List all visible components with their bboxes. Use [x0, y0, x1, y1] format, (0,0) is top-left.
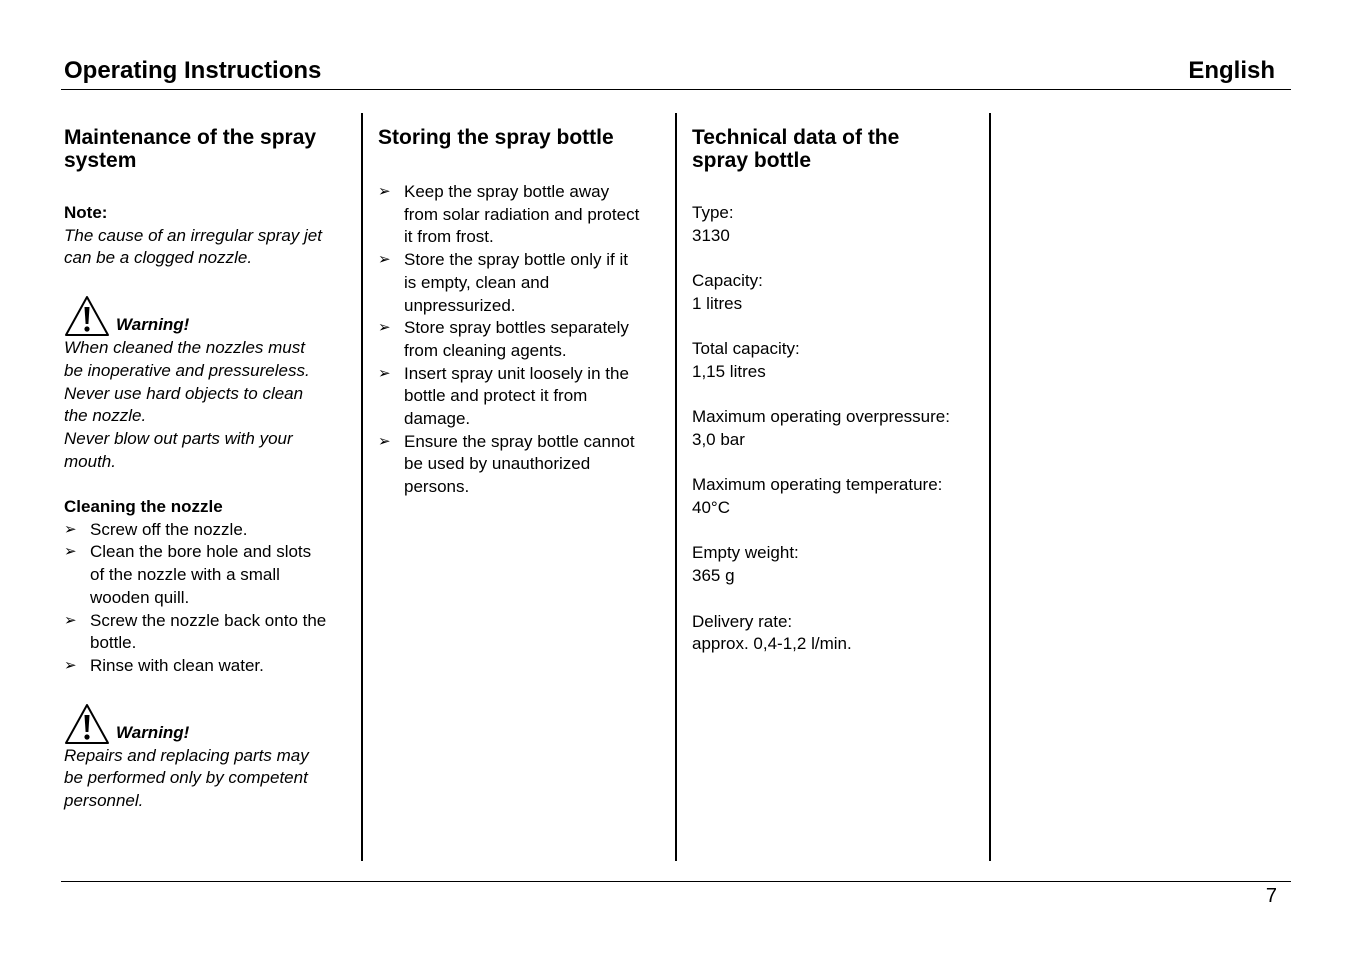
spec-empty-weight: Empty weight: 365 g: [692, 543, 799, 586]
storing-column: [378, 126, 668, 499]
arrow-bullet-icon: ➢: [378, 364, 391, 382]
column-divider: [361, 113, 363, 861]
spec-max-overpressure: Maximum operating overpressure: 3,0 bar: [692, 407, 950, 449]
column-divider: [675, 113, 677, 861]
list-item: ➢ Keep the spray bottle away from solar radiation and protect it from frost.: [378, 182, 640, 247]
header-divider: [61, 89, 1291, 90]
warning-icon: [64, 295, 110, 337]
arrow-bullet-icon: ➢: [64, 656, 77, 674]
language-label: English: [1188, 57, 1275, 84]
note-label: Note:: [64, 203, 108, 222]
spec-delivery-rate: Delivery rate: approx. 0,4-1,2 l/min.: [692, 611, 852, 654]
warning-label: Warning!: [116, 722, 190, 742]
list-item: ➢ Store spray bottles separately from cleaning agents.: [378, 318, 629, 360]
arrow-bullet-icon: ➢: [378, 319, 391, 337]
storing-heading: Storing the spray bottle: [378, 126, 614, 149]
maintenance-column: [64, 126, 354, 813]
cleaning-steps-list: [64, 519, 354, 678]
warning-text: Repairs and replacing parts may be performed only by competent personnel.: [64, 745, 309, 811]
page-number: 7: [1265, 885, 1277, 907]
list-item: ➢ Clean the bore hole and slots of the nozzle with a small wooden quill.: [64, 542, 312, 607]
list-item: ➢ Screw the nozzle back onto the bottle.: [64, 610, 327, 653]
maintenance-heading: Maintenance of the spray system: [64, 126, 317, 172]
warning-block: [64, 700, 354, 745]
spec-type: Type: 3130: [692, 203, 734, 245]
spec-max-temperature: Maximum operating temperature: 40°C: [692, 475, 943, 518]
technical-column: [692, 126, 982, 679]
spec-total-capacity: Total capacity: 1,15 litres: [692, 339, 800, 381]
arrow-bullet-icon: ➢: [64, 543, 77, 561]
list-item: ➢ Insert spray unit loosely in the bottle and protect it from damage.: [378, 363, 629, 429]
spec-capacity: Capacity: 1 litres: [692, 271, 763, 313]
warning-block: [64, 292, 354, 337]
list-item: ➢ Ensure the spray bottle cannot be used by unauthorized persons.: [378, 431, 635, 497]
column-divider: [989, 113, 991, 861]
storing-list: [378, 181, 668, 499]
warning-text: When cleaned the nozzles must be inoperative and pressureless. Never use hard objects to clean the nozzle. Never blow out parts with your mouth.: [64, 338, 310, 471]
list-item: ➢ Rinse with clean water.: [64, 655, 354, 678]
arrow-bullet-icon: ➢: [64, 611, 77, 629]
arrow-bullet-icon: ➢: [378, 183, 391, 200]
arrow-bullet-icon: ➢: [378, 251, 391, 269]
footer-divider: [61, 881, 1291, 882]
arrow-bullet-icon: ➢: [378, 432, 391, 450]
list-item: ➢ Screw off the nozzle.: [64, 519, 354, 542]
cleaning-heading: Cleaning the nozzle: [64, 497, 223, 517]
list-item: ➢ Store the spray bottle only if it is empty, clean and unpressurized.: [378, 250, 628, 315]
note-text: The cause of an irregular spray jet can be a clogged nozzle.: [64, 225, 322, 268]
warning-icon: [64, 703, 110, 745]
arrow-bullet-icon: ➢: [64, 520, 77, 538]
warning-label: Warning!: [116, 315, 190, 335]
page-title: Operating Instructions: [64, 57, 322, 84]
technical-heading: Technical data of the spray bottle: [692, 126, 900, 172]
